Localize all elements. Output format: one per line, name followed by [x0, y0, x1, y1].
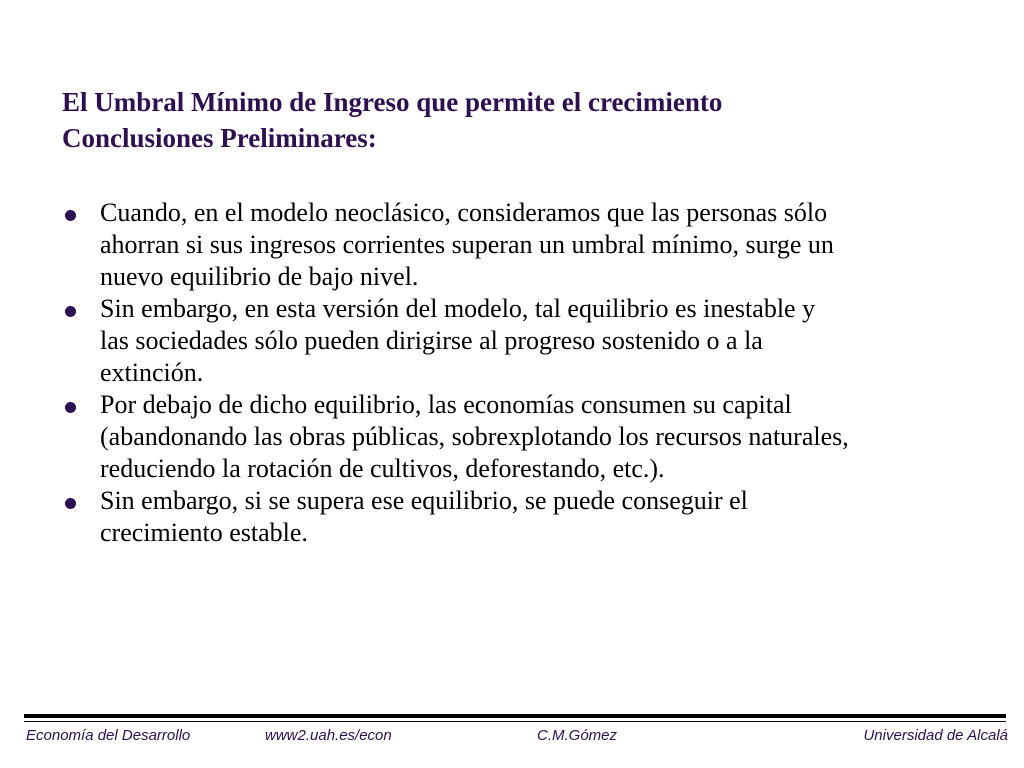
footer — [0, 727, 1024, 749]
bullet-line: reduciendo la rotación de cultivos, deforestando, etc.). — [100, 454, 665, 483]
bullet-line: nuevo equilibrio de bajo nivel. — [100, 262, 419, 291]
bullet-item — [62, 197, 982, 293]
bullet-text — [100, 197, 982, 293]
bullet-line: las sociedades sólo pueden dirigirse al progreso sostenido o a la — [100, 326, 763, 355]
footer-divider-thin — [24, 721, 1006, 722]
bullet-dot-icon — [65, 210, 76, 221]
bullet-line: (abandonando las obras públicas, sobrexplotando los recursos naturales, — [100, 422, 849, 451]
slide-title — [62, 84, 962, 156]
footer-author: C.M.Gómez — [537, 727, 618, 744]
bullet-text — [100, 485, 982, 549]
bullet-text — [100, 293, 982, 389]
footer-university: Universidad de Alcalá — [863, 727, 1008, 744]
bullet-line: extinción. — [100, 358, 204, 387]
bullet-line: Cuando, en el modelo neoclásico, consideramos que las personas sólo — [100, 198, 828, 227]
bullet-item — [62, 389, 982, 485]
title-line-1: El Umbral Mínimo de Ingreso que permite el crecimiento — [62, 87, 723, 117]
bullet-item — [62, 293, 982, 389]
bullet-line: Sin embargo, en esta versión del modelo, tal equilibrio es inestable y — [100, 294, 816, 323]
bullet-line: ahorran si sus ingresos corrientes superan un umbral mínimo, surge un — [100, 230, 834, 259]
bullet-line: Sin embargo, si se supera ese equilibrio, se puede conseguir el — [100, 486, 748, 515]
footer-course: Economía del Desarrollo — [26, 727, 191, 744]
footer-url: www2.uah.es/econ — [265, 727, 392, 744]
bullet-dot-icon — [65, 498, 76, 509]
bullet-line: Por debajo de dicho equilibrio, las economías consumen su capital — [100, 390, 792, 419]
bullet-text — [100, 389, 982, 485]
bullet-dot-icon — [65, 402, 76, 413]
bullet-item — [62, 485, 982, 549]
bullet-dot-icon — [65, 306, 76, 317]
bullet-line: crecimiento estable. — [100, 518, 308, 547]
bullet-list — [62, 197, 982, 549]
footer-divider-thick — [24, 714, 1006, 718]
title-line-2: Conclusiones Preliminares: — [62, 123, 377, 153]
